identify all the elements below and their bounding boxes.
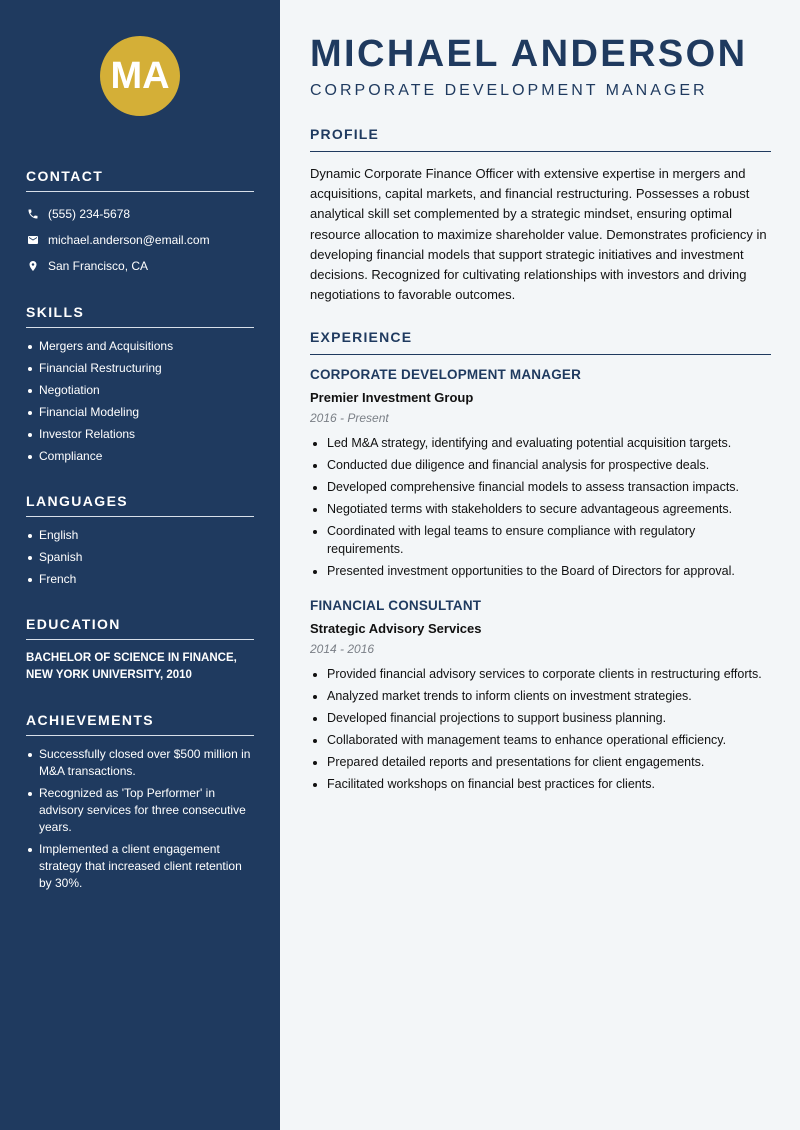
skill-item: Investor Relations: [26, 426, 254, 443]
education-line-2: NEW YORK UNIVERSITY, 2010: [26, 669, 192, 681]
profile-text: Dynamic Corporate Finance Officer with extensive expertise in mergers and acquisitions, capital markets, and financial restructuring. Possesses a robust analytical skill set complemented by a strategic mindset, ensuring optimal resource allocation to maximize shareholder value. Demonstrates proficiency in developing financial models that support strategic initiatives and investment decisions. Recognized for cultivating relationships with investors and driving negotiations to favorable outcomes.: [310, 166, 767, 303]
achievements-section: [26, 712, 254, 892]
skill-item: Mergers and Acquisitions: [26, 338, 254, 355]
profile-heading: PROFILE: [310, 126, 771, 152]
job-bullet: Developed financial projections to support business planning.: [310, 710, 771, 728]
education-section: [26, 616, 254, 684]
job-bullet: Conducted due diligence and financial analysis for prospective deals.: [310, 457, 771, 475]
languages-heading: LANGUAGES: [26, 493, 254, 517]
education-heading: EDUCATION: [26, 616, 254, 640]
job-bullet: Prepared detailed reports and presentations for client engagements.: [310, 754, 771, 772]
job-bullet: Analyzed market trends to inform clients on investment strategies.: [310, 688, 771, 706]
job-bullet: Facilitated workshops on financial best practices for clients.: [310, 776, 771, 794]
achievement-item: Recognized as 'Top Performer' in advisory services for three consecutive years.: [26, 785, 254, 836]
language-item: Spanish: [26, 549, 254, 566]
contact-email: [26, 230, 254, 250]
phone-icon: [26, 207, 40, 221]
main-content: [280, 0, 800, 1130]
contact-section: [26, 168, 254, 276]
job-entry: [310, 598, 771, 794]
skills-section: [26, 304, 254, 465]
avatar-initials: MA: [110, 54, 170, 97]
job-bullet: Developed comprehensive financial models to assess transaction impacts.: [310, 479, 771, 497]
job-bullets: [310, 666, 771, 794]
candidate-name: MICHAEL ANDERSON: [310, 33, 748, 75]
education-degree: [26, 650, 254, 684]
job-bullets: [310, 435, 771, 580]
job-bullet: Led M&A strategy, identifying and evaluating potential acquisition targets.: [310, 435, 771, 453]
avatar: [100, 36, 180, 116]
job-role: FINANCIAL CONSULTANT: [310, 598, 482, 614]
contact-phone: [26, 204, 254, 224]
job-bullet: Collaborated with management teams to enhance operational efficiency.: [310, 732, 771, 750]
contact-phone-text[interactable]: (555) 234-5678: [48, 207, 131, 221]
email-icon: [26, 233, 40, 247]
candidate-title: CORPORATE DEVELOPMENT MANAGER: [310, 82, 708, 99]
job-company: Strategic Advisory Services: [310, 621, 482, 637]
sidebar: [0, 0, 280, 1130]
achievements-heading: ACHIEVEMENTS: [26, 712, 254, 736]
achievements-list: [26, 746, 254, 892]
achievement-item: Successfully closed over $500 million in M&A transactions.: [26, 746, 254, 780]
skills-list: [26, 338, 254, 465]
job-bullet: Negotiated terms with stakeholders to secure advantageous agreements.: [310, 501, 771, 519]
achievement-item: Implemented a client engagement strategy that increased client retention by 30%.: [26, 841, 254, 892]
job-bullet: Provided financial advisory services to corporate clients in restructuring efforts.: [310, 666, 771, 684]
job-dates: 2014 - 2016: [310, 642, 375, 657]
skill-item: Compliance: [26, 448, 254, 465]
job-company: Premier Investment Group: [310, 390, 474, 406]
job-bullet: Coordinated with legal teams to ensure compliance with regulatory requirements.: [310, 523, 771, 558]
skill-item: Negotiation: [26, 382, 254, 399]
job-dates: 2016 - Present: [310, 411, 389, 426]
contact-email-text[interactable]: michael.anderson@email.com: [48, 233, 210, 247]
contact-heading: CONTACT: [26, 168, 254, 192]
job-entry: [310, 367, 771, 580]
education-line-1: BACHELOR OF SCIENCE IN FINANCE,: [26, 652, 237, 664]
job-role: CORPORATE DEVELOPMENT MANAGER: [310, 367, 582, 383]
skill-item: Financial Modeling: [26, 404, 254, 421]
contact-list: [26, 204, 254, 276]
language-item: English: [26, 527, 254, 544]
experience-section: [310, 329, 771, 794]
skills-heading: SKILLS: [26, 304, 254, 328]
languages-list: [26, 527, 254, 588]
skill-item: Financial Restructuring: [26, 360, 254, 377]
contact-location-text: San Francisco, CA: [48, 259, 149, 273]
location-pin-icon: [26, 259, 40, 273]
job-bullet: Presented investment opportunities to the Board of Directors for approval.: [310, 563, 771, 581]
experience-heading: EXPERIENCE: [310, 329, 771, 355]
languages-section: [26, 493, 254, 588]
profile-section: [310, 126, 771, 305]
contact-location: [26, 256, 254, 276]
language-item: French: [26, 571, 254, 588]
